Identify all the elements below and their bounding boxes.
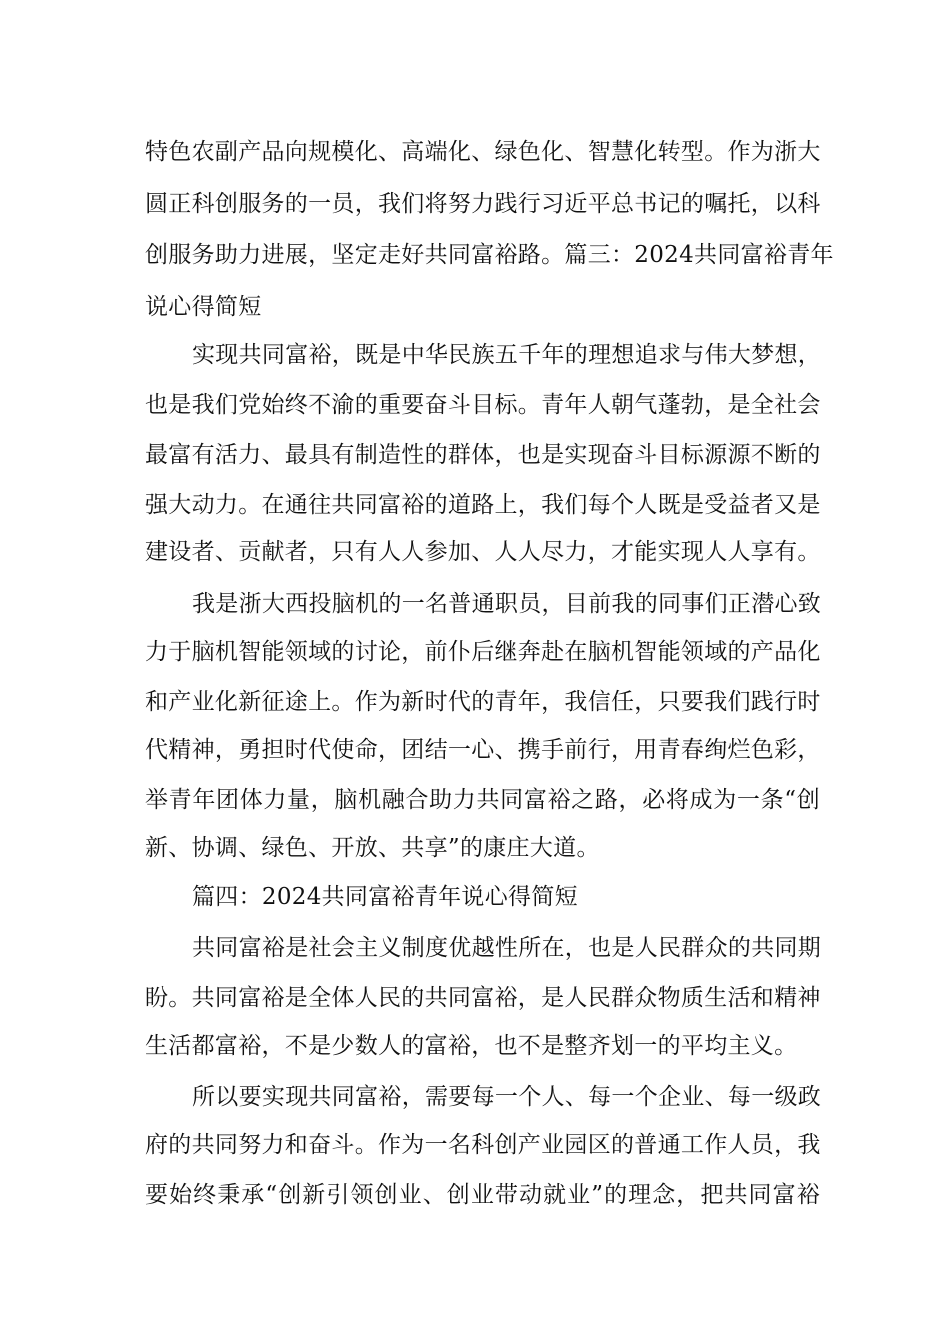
body-text-line: 力于脑机智能领域的讨论，前仆后继奔赴在脑机智能领域的产品化 [145,639,821,665]
body-text-line: 特色农副产品向规模化、高端化、绿色化、智慧化转型。作为浙大 [145,139,821,165]
body-text-line: 所以要实现共同富裕，需要每一个人、每一个企业、每一级政 [192,1084,822,1110]
body-text-line: 圆正科创服务的一员，我们将努力践行习近平总书记的嘱托，以科 [145,191,821,217]
body-text-line: 生活都富裕，不是少数人的富裕，也不是整齐划一的平均主义。 [145,1033,798,1059]
body-text-line: 代精神，勇担时代使命，团结一心、携手前行，用青春绚烂色彩， [145,737,821,763]
body-text-line: 最富有活力、最具有制造性的群体，也是实现奋斗目标源源不断的 [145,442,821,468]
body-text-line: 新、协调、绿色、开放、共享”的康庄大道。 [145,835,600,861]
body-text-line: 共同富裕是社会主义制度优越性所在，也是人民群众的共同期 [192,935,822,961]
body-text-line: 我是浙大西投脑机的一名普通职员，目前我的同事们正潜心致 [192,591,822,617]
body-text-line: 要始终秉承“创新引领创业、创业带动就业”的理念，把共同富裕 [145,1182,820,1208]
body-text-line: 举青年团体力量，脑机融合助力共同富裕之路，必将成为一条“创 [145,787,820,813]
body-text-line: 建设者、贡献者，只有人人参加、人人尽力，才能实现人人享有。 [145,539,821,565]
body-text-line: 也是我们党始终不渝的重要奋斗目标。青年人朝气蓬勃，是全社会 [145,392,821,418]
section-heading: 篇四：2024共同富裕青年说心得简短 [192,884,578,910]
body-text-line: 和产业化新征途上。作为新时代的青年，我信任，只要我们践行时 [145,689,821,715]
body-text-line: 盼。共同富裕是全体人民的共同富裕，是人民群众物质生活和精神 [145,985,821,1011]
body-text-line: 府的共同努力和奋斗。作为一名科创产业园区的普通工作人员，我 [145,1132,821,1158]
body-text-line: 说心得简短 [145,294,262,320]
body-text-line: 创服务助力进展，坚定走好共同富裕路。篇三：2024共同富裕青年 [145,242,834,268]
body-text-line: 强大动力。在通往共同富裕的道路上，我们每个人既是受益者又是 [145,492,821,518]
body-text-line: 实现共同富裕，既是中华民族五千年的理想追求与伟大梦想， [192,342,822,368]
